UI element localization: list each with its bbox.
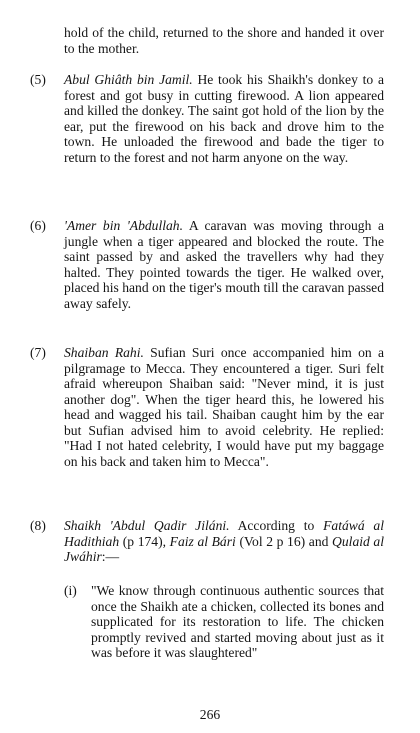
item-number: (8) — [30, 518, 46, 533]
intro-text: hold of the child, returned to the shore and handed it over to the mother. — [64, 25, 384, 56]
item-body — [64, 72, 384, 165]
reference-title: Fatáwá al Hadithiah — [64, 518, 384, 549]
reference-title: Faiz al Bári — [169, 533, 236, 549]
item-text: (p 174), — [122, 533, 167, 549]
item-text: (Vol 2 p 16) and — [239, 533, 329, 549]
item-text: He took his Shaikh's donkey to a forest and got busy in cutting firewood. A lion appeared and killed the donkey. The saint got hold of the lion by the ear, put the firewood on his back and drove him to the town. He unloaded the firewood and bade the tiger to return to the forest and not harm anyone on the way. — [64, 72, 384, 165]
saint-name: Shaiban Rahi. — [64, 345, 144, 360]
item-text: According to — [237, 518, 315, 533]
item-text: :— — [101, 549, 120, 564]
item-body — [64, 218, 384, 311]
sub-item-text: "We know through continuous authentic sources that once the Shaikh ate a chicken, collected its bones and supplicated for its restoration to life. The chicken promptly revived and started moving about just as it was before it was slaughtered" — [91, 583, 384, 660]
item-number: (7) — [30, 345, 46, 360]
sub-item-number: (i) — [64, 583, 77, 598]
intro-paragraph — [64, 25, 384, 56]
item-number: (5) — [30, 72, 46, 87]
item-text: A caravan was moving through a jungle when a tiger appeared and blocked the route. The saint passed by and asked the travellers why had they halted. They pointed towards the tiger. He walked over, placed his hand on the tiger's mouth till the caravan passed away safely. — [64, 218, 384, 311]
item-text: Sufian Suri once accompanied him on a pilgramage to Mecca. They encountered a tiger. Suri felt afraid whereupon Shaiban said: "Never mind, it is just another dog". When the tiger heard this, he lowered his head and wagged his tail. Shaiban caught him by the ear but Sufian advised him to avoid celebrity. He replied: "Had I not hated celebrity, I would have put my baggage on his back and taken him to Mecca". — [64, 345, 384, 469]
reference-title: Qulaid al Jwáhir — [64, 533, 384, 564]
saint-name: Shaikh 'Abdul Qadir Jiláni. — [64, 518, 230, 533]
saint-name: 'Amer bin 'Abdullah. — [64, 218, 184, 233]
page-number: 266 — [199, 707, 221, 722]
saint-name: Abul Ghiâth bin Jamil. — [64, 72, 193, 87]
item-number: (6) — [30, 218, 46, 233]
sub-item-body — [91, 583, 384, 661]
item-body — [64, 518, 384, 565]
item-body — [64, 345, 384, 469]
